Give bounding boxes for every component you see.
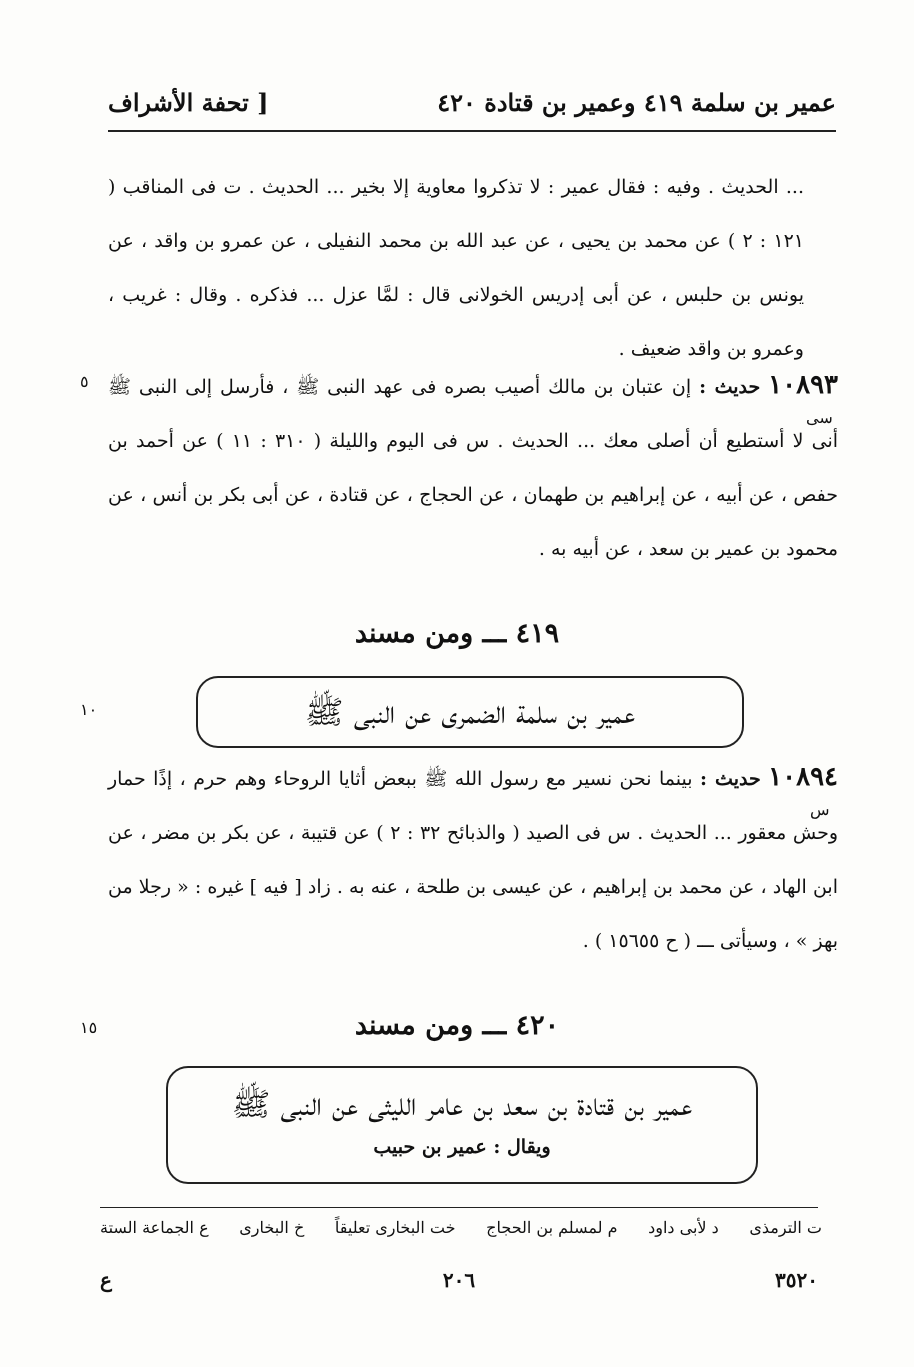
sigla-legend (100, 1218, 822, 1248)
page-footer (100, 1268, 818, 1300)
header-section-title: عمير بن سلمة ٤١٩ وعمير بن قتادة ٤٢٠ (437, 88, 836, 117)
line-number-margin: ١٠ (80, 700, 98, 719)
page-number: ٢٠٦ (442, 1268, 476, 1292)
entry-text: إن عتبان بن مالك أصيب بصره فى عهد النبى ﷺ ، فأرسل إلى النبى ﷺ أنى لا أستطيع أن أصلى معك ... الحديث . س فى اليوم والليلة ( ٣١٠ : ١١ ) عن أحمد بن حفص ، عن أبيه ، عن إبراهيم بن طهمان ، عن الحجاج ، عن قتادة ، عن أبى بكر بن أنس ، عن محمود بن عمير بن سعد ، عن أبيه به . (108, 376, 839, 560)
source-sigla-margin: سى (806, 408, 833, 427)
entry-keyword: حديث : (699, 376, 761, 398)
legend-item: د لأبى داود (648, 1218, 719, 1237)
source-sigla-margin: س (810, 800, 830, 819)
hadith-entry-10894 (108, 750, 838, 968)
narrator-name-box-420 (166, 1066, 758, 1184)
footer-rule (100, 1207, 818, 1208)
entry-text: بينما نحن نسير مع رسول الله ﷺ ببعض أثايا الروحاء وهم حرم ، إذًا حمار وحش معقور ... الحديث . س فى الصيد ( والذبائح ٣٢ : ٢ ) عن قتيبة ، عن بكر بن مضر ، عن ابن الهاد ، عن محمد بن إبراهيم ، عن عيسى بن طلحة ، عنه به . زاد [ فيه ] غيره : « رجلا من بهز » ، وسيأتى ـــ ( ح ١٥٦٥٥ ) . (108, 768, 839, 952)
entry-number: ١٠٨٩٣ (768, 370, 838, 400)
entry-keyword: حديث : (700, 768, 761, 790)
narrator-name-box-419 (196, 676, 744, 748)
header-rule (108, 130, 836, 132)
line-number-margin: ٥ (80, 372, 89, 391)
running-count: ٣٥٢٠ (775, 1268, 818, 1292)
paragraph-text: ... الحديث . وفيه : فقال عمير : لا تذكروا معاوية إلا بخير ... الحديث . ت فى المناقب ( ١٢١ : ٢ ) عن محمد بن يحيى ، عن عبد الله بن محمد النفيلى ، عن عمرو بن واقد ، عن يونس بن حلبس ، عن أبى إدريس الخولانى قال : لمَّا عزل ... فذكره . وقال : غريب ، وعمرو بن واقد ضعيف . (108, 176, 804, 360)
legend-item: ع الجماعة الستة (100, 1218, 209, 1237)
legend-item: م لمسلم بن الحجاج (486, 1218, 618, 1237)
running-header (108, 88, 836, 128)
line-number-margin: ١٥ (80, 1018, 98, 1037)
volume-letter: ع (100, 1268, 112, 1292)
entry-number: ١٠٨٩٤ (768, 762, 838, 792)
continuation-paragraph (108, 160, 804, 376)
header-book-title: [ تحفة الأشراف (108, 88, 269, 117)
legend-item: خت البخارى تعليقاً (334, 1218, 456, 1237)
narrator-name: عمير بن قتادة بن سعد بن عامر الليثى عن النبى ﷺ (231, 1085, 693, 1123)
legend-item: ت الترمذى (749, 1218, 822, 1237)
narrator-name: عمير بن سلمة الضمرى عن النبى ﷺ (304, 693, 636, 731)
hadith-entry-10893 (108, 358, 838, 576)
section-title-419: ٤١٩ ـــ ومن مسند (354, 618, 560, 649)
section-title-420: ٤٢٠ ـــ ومن مسند (354, 1010, 560, 1041)
narrator-alias: ويقال : عمير بن حبيب (373, 1136, 551, 1158)
legend-item: خ البخارى (239, 1218, 305, 1237)
